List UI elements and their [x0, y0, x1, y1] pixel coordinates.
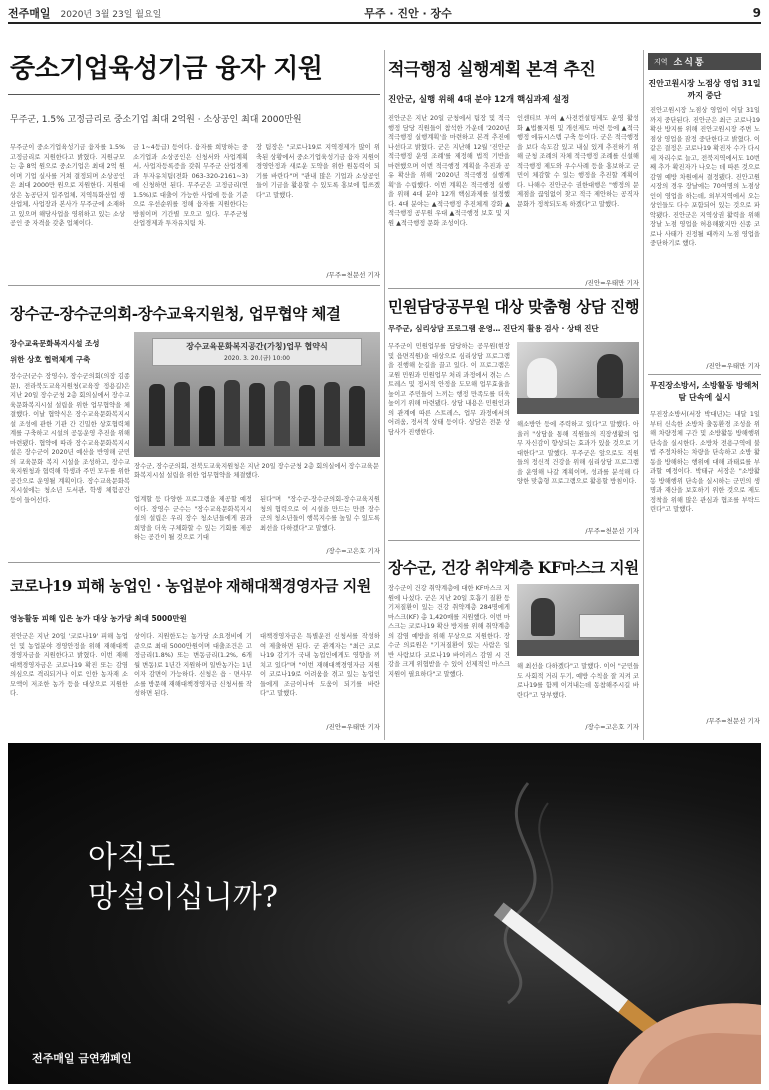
- sidebar-label: 지역: [654, 57, 668, 66]
- ad-campaign-name: 전주매일 금연캠페인: [32, 1052, 132, 1065]
- page-number: 9: [752, 6, 761, 20]
- art2-byline: /진안=우태만 기자: [585, 279, 639, 287]
- photo-banner-text: 장수교육문화복지공간(가칭)업무 협약식: [186, 342, 328, 351]
- art1-subhead: 무주군, 1.5% 고정금리로 중소기업 최대 2억원 · 소상공인 최대 2000만원: [10, 115, 302, 125]
- art1-headline: 중소기업육성기금 융자 지원: [10, 54, 323, 84]
- art2-headline: 적극행정 실행계획 본격 추진: [388, 60, 596, 80]
- art1-byline: /무주=천문선 기자: [326, 271, 380, 279]
- art3-col3: 된다"며 "장수군-장수군의회-장수교육지원청의 협력으로 이 시설을 만드는 만큼 장수군의 청소년들이 행복지수를 높일 수 있도록 최선을 다하겠다"고 말했다.: [260, 496, 380, 532]
- page-header: [8, 4, 761, 24]
- art3-byline: /장수=고은호 기자: [326, 547, 380, 555]
- sidebar-header: [648, 53, 761, 70]
- art6-byline: /장수=고은호 기자: [585, 723, 639, 731]
- art3-subhead1: 장수교육문화복지시설 조성: [10, 339, 100, 348]
- art6-photo: [517, 584, 639, 656]
- art1-col2: 금 1~4등급) 등이다. 융자를 희망하는 중소기업과 소상공인은 신청서와 사업계획서, 사업자등록증을 갖춰 무주군 산업경제과 투자유치팀(전화 063-320-2161~3)에 신청하면 된다. 무주군은 고정금리(연 1.5%)로 대출이 가능한 사업에 등을 기준으로 우선순위를 정해 융자를 지원한다는 방침이며 기간별 모으고 있다. 무주군청 산업경제과 투자유치팀 차.: [133, 144, 248, 227]
- no-smoking-ad: [8, 743, 761, 1084]
- art5-col2: 상이다. 지원한도는 농가당 소요경비에 기준으로 최대 5000만원이며 대출조건은 고정금리(1.8%) 또는 변동금리(1.2%, 6개월 변동)로 1년간 지원하며 일반농가는 1년 이자 감면이 가능하다. 신청은 읍 · 면사무소를 방문해 재해대책경영자금 신청서를 작성하면 된다.: [134, 633, 252, 697]
- art3-subhead2: 위한 상호 협력체계 구축: [10, 355, 91, 364]
- art2-col2: 인센티브 부여 ▲사전컨설팅제도 운영 활성화 ▲법률지원 및 개선제도 마련 등에 ▲적극행정 에듀시스템 구축 등이다. 군은 적극행정을 보다 속도감 있고 내실 있게 추진하기 위해 군청 조례의 자체 적극행정 조례를 신설해 적극행정 제도와 우수사례 등을 홍보하고 군민이 체감할 수 있는 행정을 추진할 계획이다. 나해수 진안군수 권한대행은 "행정의 문제점을 끊임없이 찾고 적극 제안하는 공직자 문화가 정착되도록 하겠다"고 말했다.: [517, 115, 639, 208]
- paper-name: 전주매일: [8, 7, 51, 20]
- art3-photo: [134, 332, 380, 457]
- art6-headline: 장수군, 건강 취약계층 KF마스크 지원: [388, 558, 639, 577]
- art2-subhead: 진안군, 실행 위해 4대 분야 12개 핵심과제 설정: [388, 95, 570, 105]
- sidebar-item2-title: 무진장소방서, 소방활동 방해처탐 단속에 실시: [649, 381, 760, 402]
- art4-headline: 민원담당공무원 대상 맞춤형 상담 진행: [388, 297, 640, 316]
- art5-byline: /진안=우태만 기자: [326, 723, 380, 731]
- ad-headline: [88, 838, 278, 918]
- art4-photo: [517, 342, 639, 414]
- art5-subhead: 영농활동 피해 입은 농가 대상 농가당 최대 5000만원: [10, 614, 187, 623]
- ad-line2: 망설이십니까?: [88, 880, 278, 915]
- art6-col3: 해 최선을 다하겠다"고 말했다. 이어 "군민들도 사회적 거리 두기, 예방 수칙을 잘 지켜 코로나19를 함께 이겨내는데 동참해주시길 바란다"고 당부했다.: [517, 663, 639, 699]
- art5-headline: 코로나19 피해 농업인 · 농업분야 재해대책경영자금 지원: [10, 577, 371, 595]
- section-title: 무주 · 진안 · 장수: [364, 7, 452, 20]
- art3-caption: 장수군, 장수군의회, 전북도교육지원청은 지난 20일 장수군청 2층 회의실에서 장수교육문화복지시설 설립을 위한 업무협약을 체결했다.: [134, 463, 379, 479]
- art3-col1: 장수군(군수 장영수), 장수군의회(의장 김종문), 전라북도교육지원청(교육장 정용길)은 지난 20일 장수군청 2층 회의실에서 장수교육문화복지시설 설립을 위한 업무협약을 체결했다. 이날 협약식은 장수교육문화복지시설 조성에 관한 기관 간 긴밀한 상호협력체계를 구축하고 시설의 공동운영 추진을 위해 마련됐다. 협약에 따라 장수교육문화복지시설은 장수군이 2020년 예산을 반영해 군민의 교육문화 복지 시설을 조성하고, 장수교육지원청과 협력해 학생과 주민 모두를 위한 공간으로 운영될 계획이다. 장수교육문화복지시설에는 청소년 도서관, 학생 체험공간 등이 들어선다.: [10, 373, 130, 504]
- sidebar-title: 소식통: [673, 58, 706, 68]
- issue-date: 2020년 3월 23일 월요일: [60, 9, 162, 20]
- sidebar-item2-body: 무진장소방서(서장 박대년)는 내달 1일부터 신속한 소방차 출동환경 조성을 위해 차량정체 구간 및 소방활동 방해행위 단속을 실시한다. 소방차 전용구역에 불법 주정차하는 차량을 단속하고 소방 활동을 방해하는 행위에 대해 과태료를 부과할 예정이다. 박태규 서장은 "소방활동 방해행위 단속을 실시하는 군민의 생명과 재산을 보호하기 위한 것으로 제도 정착을 위해 많은 관심과 협조를 부탁드린다"고 말했다.: [650, 411, 760, 513]
- art5-col3: 대책경영자금은 특별운전 신청서를 작성하여 제출하면 된다. 군 관계자는 "최근 코로나19 감기가 국내 농업인에게도 영향을 끼치고 있다"며 "이번 재해대책경영자금 지원이 코로나19로 어려움을 겪고 있는 농업인들에게 조금이나마 도움이 되기를 바란다"고 말했다.: [260, 633, 380, 697]
- photo-banner-date: 2020. 3. 20.(금) 10:00: [224, 355, 290, 362]
- sidebar-item1-byline: /진안=우태만 기자: [706, 362, 760, 370]
- art3-headline: 장수군-장수군의회-장수교육지원청, 업무협약 체결: [10, 304, 341, 323]
- sidebar-item1-title: 진안고원시장 노점상 영업 31일까지 중단: [648, 79, 761, 100]
- sidebar-item2-byline: /무주=천문선 기자: [706, 717, 760, 725]
- sidebar-item1-body: 진안고원시장 노점상 영업이 이달 31일까지 중단된다. 진안군은 최근 코로나19 확산 방지를 위해 진안고원시장 주변 노점상 영업을 잠정 중단한다고 밝혔다. 이 같은 결정은 코로나19 확진자 수가 다시 세 자리수로 늘고, 전북지역에서도 10번째 추가 확진자가 나오는 데 따른 것으로 감염 예방 차원에서 결정됐다. 진안고원시장의 경우 장날에는 70여명의 노점상인이 영업을 하는데, 외부지역에서 오는 상인들도 다수 포함되어 있는 것으로 파악됐다. 진안군은 지역상권 활력을 위해 장날 노점 영업을 허용해왔지만 신종 코로나 사태가 진정될 때까지 노점 영업을 중단하기로 했다.: [650, 107, 760, 247]
- art4-byline: /무주=천문선 기자: [585, 527, 639, 535]
- art4-col3: 해소방안 등에 주력하고 있다"고 말했다. 아울러 "상담을 통해 직원들의 직장생활의 업무 자신감이 향상되는 효과가 있을 것으로 기대한다"고 말했다. 무주군은 앞으로도 직원들의 정신적 건강을 위해 심리상담 프로그램을 운영해 나갈 계획이며, 성과를 분석해 다양한 맞춤형 프로그램으로 활용할 방침이다.: [517, 421, 639, 485]
- art1-col3: 장 팀장은 "코로나19로 지역경제가 많이 위축된 상황에서 중소기업육성기금 융자 지원이 경영안정과 새로운 도약을 위한 원동력이 되기를 바란다"며 "관내 많은 기업과 소상공인들이 기금을 활용할 수 있도록 홍보에 힘쓰겠다"고 말했다.: [256, 144, 380, 199]
- art3-col2: 업계할 등 다양한 프로그램을 제공할 예정이다. 장영수 군수는 "장수교육문화복지시설의 설립은 우리 장수 청소년들에게 꿈과 희망을 더욱 구체화할 수 있는 기회를 제공하는 공간이 될 것으로 기대: [134, 496, 252, 541]
- ad-line1: 아직도: [88, 840, 175, 875]
- art6-col1: 장수군이 건강 취약계층에 대한 KF마스크 지원에 나섰다. 군은 지난 20일 호흡기 질환 등 기저질환이 있는 건강 취약계층 284명에게 마스크(KF) 총 1,420매를 지원했다. 이번 마스크는 코로나19 확산 방지를 위해 취약계층의 감염 예방을 위해 무상으로 지원한다. 장수군 의료원은 "기저질환이 있는 사람은 일반 사람보다 코로나19 바이러스 감염 시 건강을 크게 위협받을 수 있어 선제적인 마스크 지원이 필요하다"고 말했다.: [388, 585, 510, 678]
- art4-subhead: 무주군, 심리상담 프로그램 운영… 진단지 활용 검사 · 상태 진단: [388, 324, 599, 333]
- art5-col1: 진안군은 지난 20일 '코로나19' 피해 농업인 및 농업분야 경영안정을 위해 재해대책경영자금을 지원한다고 밝혔다. 이번 재해대책경영자금은 코로나19 확진 또는 감염 의심으로 격리되거나 이로 인한 농자재 소모액이 저조한 농가 등을 대상으로 지원한다.: [10, 633, 128, 697]
- art4-col1: 무주군이 민원업무를 담당하는 공무원(현장 및 읍면직원)을 대상으로 심리상담 프로그램을 진행해 눈길을 끌고 있다. 이 프로그램은 교원 민원과 민원업무 처리 과정에서 겪는 스트레스 및 정서적 안정을 도모해 업무효율을 높이고 주민들이 느끼는 행정 만족도를 더욱 높이기 위해 마련됐다. 상담 내용은 민원인과의 관계에 따른 스트레스, 업무 과정에서의 어려움, 정서적 상태 등이다. 상담은 전문 상담사가 진행한다.: [388, 343, 510, 436]
- art1-col1: 무주군이 중소기업육성기금 융자를 1.5% 고정금리로 지원한다고 밝혔다. 지원규모는 총 8억 원으로 중소기업은 최대 2억 원이며 기업 실사를 거쳐 결정되며 소상공인은 최대 2000만 원으로 지원한다. 지원대상은 농공단지 입주업체, 지역특화산업 생산업체, 사업장과 본사가 무주군에 소재하고 있으며 해당사업을 영위하고 있는 소상공인 중 자격을 갖춘 업체이다.: [10, 144, 125, 227]
- art2-col1: 진안군은 지난 20일 군청에서 팀장 및 적극행정 담당 직원들이 참석한 가운데 '2020년 적극행정 실행계획'을 마련하고 본격 추진에 나선다고 밝혔다. 군은 지난해 12월 '진안군 적극행정 운영 조례'를 제정해 법적 기반을 마련했으며 이번 적극행정 계획을 추진과 공유 확산을 위해 '2020년 적극행정 실행계획'을 수립했다. 이번 계획은 적극행정 실행을 위해 4대 분야 12개 핵심과제를 설정했다. 4대 분야는 ▲적극행정 추진체계 강화 ▲적극행정 공무원 우대 ▲적극행정 보호 및 지원 ▲적극행정 문화 조성이다.: [388, 115, 510, 227]
